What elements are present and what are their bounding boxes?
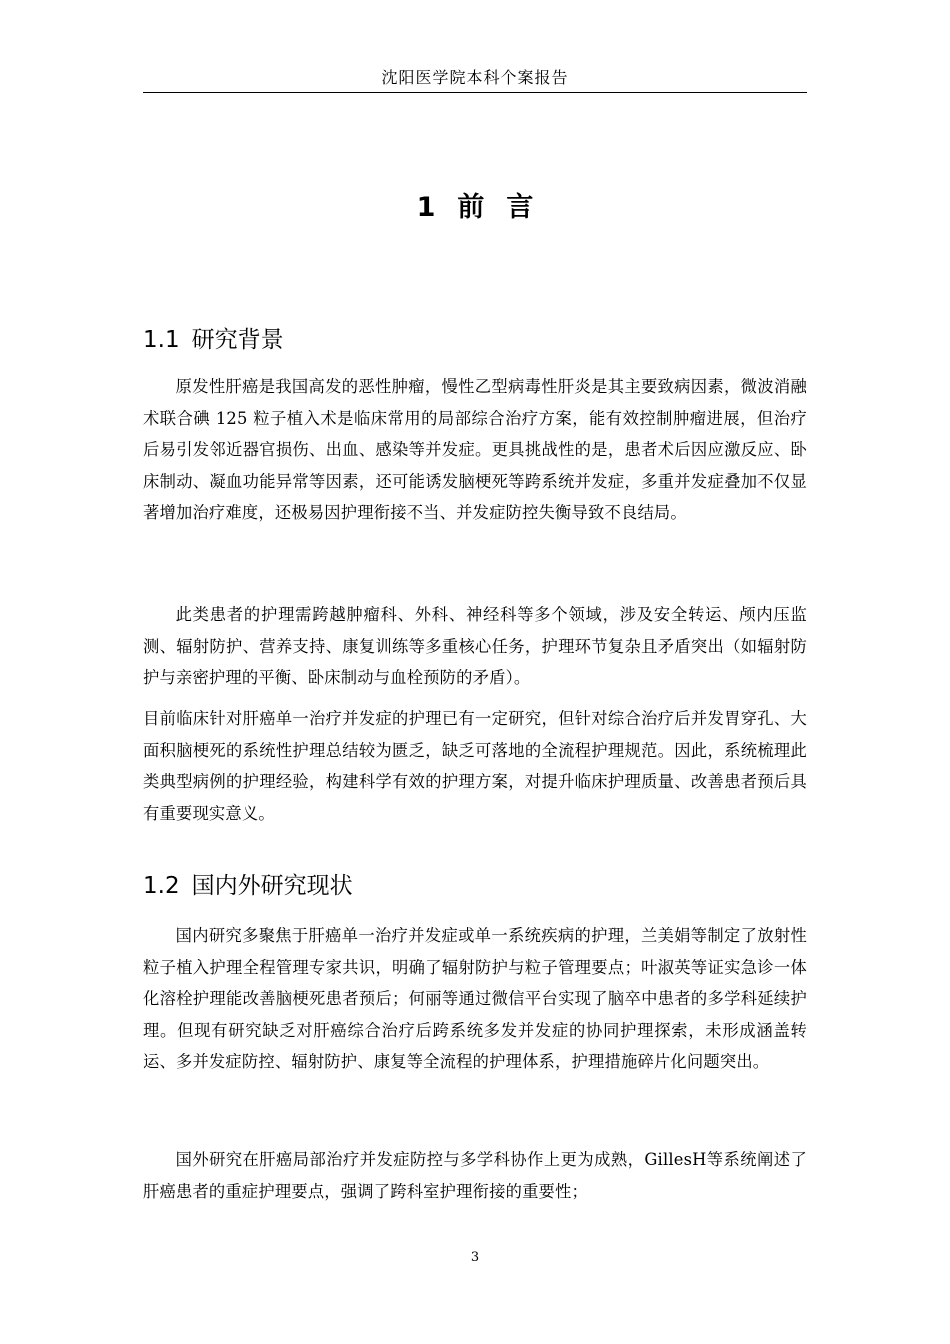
section-heading-1-1: [143, 325, 807, 355]
running-header: 沈阳医学院本科个案报告: [381, 68, 569, 87]
paragraph: 原发性肝癌是我国高发的恶性肿瘤，慢性乙型病毒性肝炎是其主要致病因素，微波消融术联合碘 125 粒子植入术是临床常用的局部综合治疗方案，能有效控制肿瘤进展，但治疗后易引发邻近器官损伤、出血、感染等并发症。更具挑战性的是，患者术后因应激反应、卧床制动、凝血功能异常等因素，还可能诱发脑梗死等跨系统并发症，多重并发症叠加不仅显著增加治疗难度，还极易因护理衔接不当、并发症防控失衡导致不良结局。: [143, 377, 807, 523]
section-title: 国内外研究现状: [191, 873, 353, 899]
header-divider: [143, 92, 807, 93]
chapter-title: [0, 190, 950, 226]
chapter-number: 1: [416, 192, 436, 223]
paragraph: 国内研究多聚焦于肝癌单一治疗并发症或单一系统疾病的护理，兰美娟等制定了放射性粒子植入护理全程管理专家共识，明确了辐射防护与粒子管理要点；叶淑英等证实急诊一体化溶栓护理能改善脑梗死患者预后；何丽等通过微信平台实现了脑卒中患者的多学科延续护理。但现有研究缺乏对肝癌综合治疗后跨系统多发并发症的协同护理探索，未形成涵盖转运、多并发症防控、辐射防护、康复等全流程的护理体系，护理措施碎片化问题突出。: [143, 926, 807, 1072]
chapter-title-char: 言: [506, 192, 534, 223]
paragraph: 目前临床针对肝癌单一治疗并发症的护理已有一定研究，但针对综合治疗后并发胃穿孔、大面积脑梗死的系统性护理总结较为匮乏，缺乏可落地的全流程护理规范。因此，系统梳理此类典型病例的护理经验，构建科学有效的护理方案，对提升临床护理质量、改善患者预后具有重要现实意义。: [143, 709, 807, 823]
section-heading-1-2: [143, 871, 807, 901]
paragraph: 此类患者的护理需跨越肿瘤科、外科、神经科等多个领域，涉及安全转运、颅内压监测、辐射防护、营养支持、康复训练等多重核心任务，护理环节复杂且矛盾突出（如辐射防护与亲密护理的平衡、卧床制动与血栓预防的矛盾）。: [143, 605, 807, 688]
page-number: 3: [470, 1250, 480, 1265]
chapter-title-char: 前: [457, 192, 485, 223]
section-number: 1.2: [143, 873, 180, 899]
section-number: 1.1: [143, 327, 180, 353]
section-title: 研究背景: [191, 327, 284, 353]
paragraph: 国外研究在肝癌局部治疗并发症防控与多学科协作上更为成熟，GillesH等系统阐述了肝癌患者的重症护理要点，强调了跨科室护理衔接的重要性；: [143, 1150, 807, 1201]
